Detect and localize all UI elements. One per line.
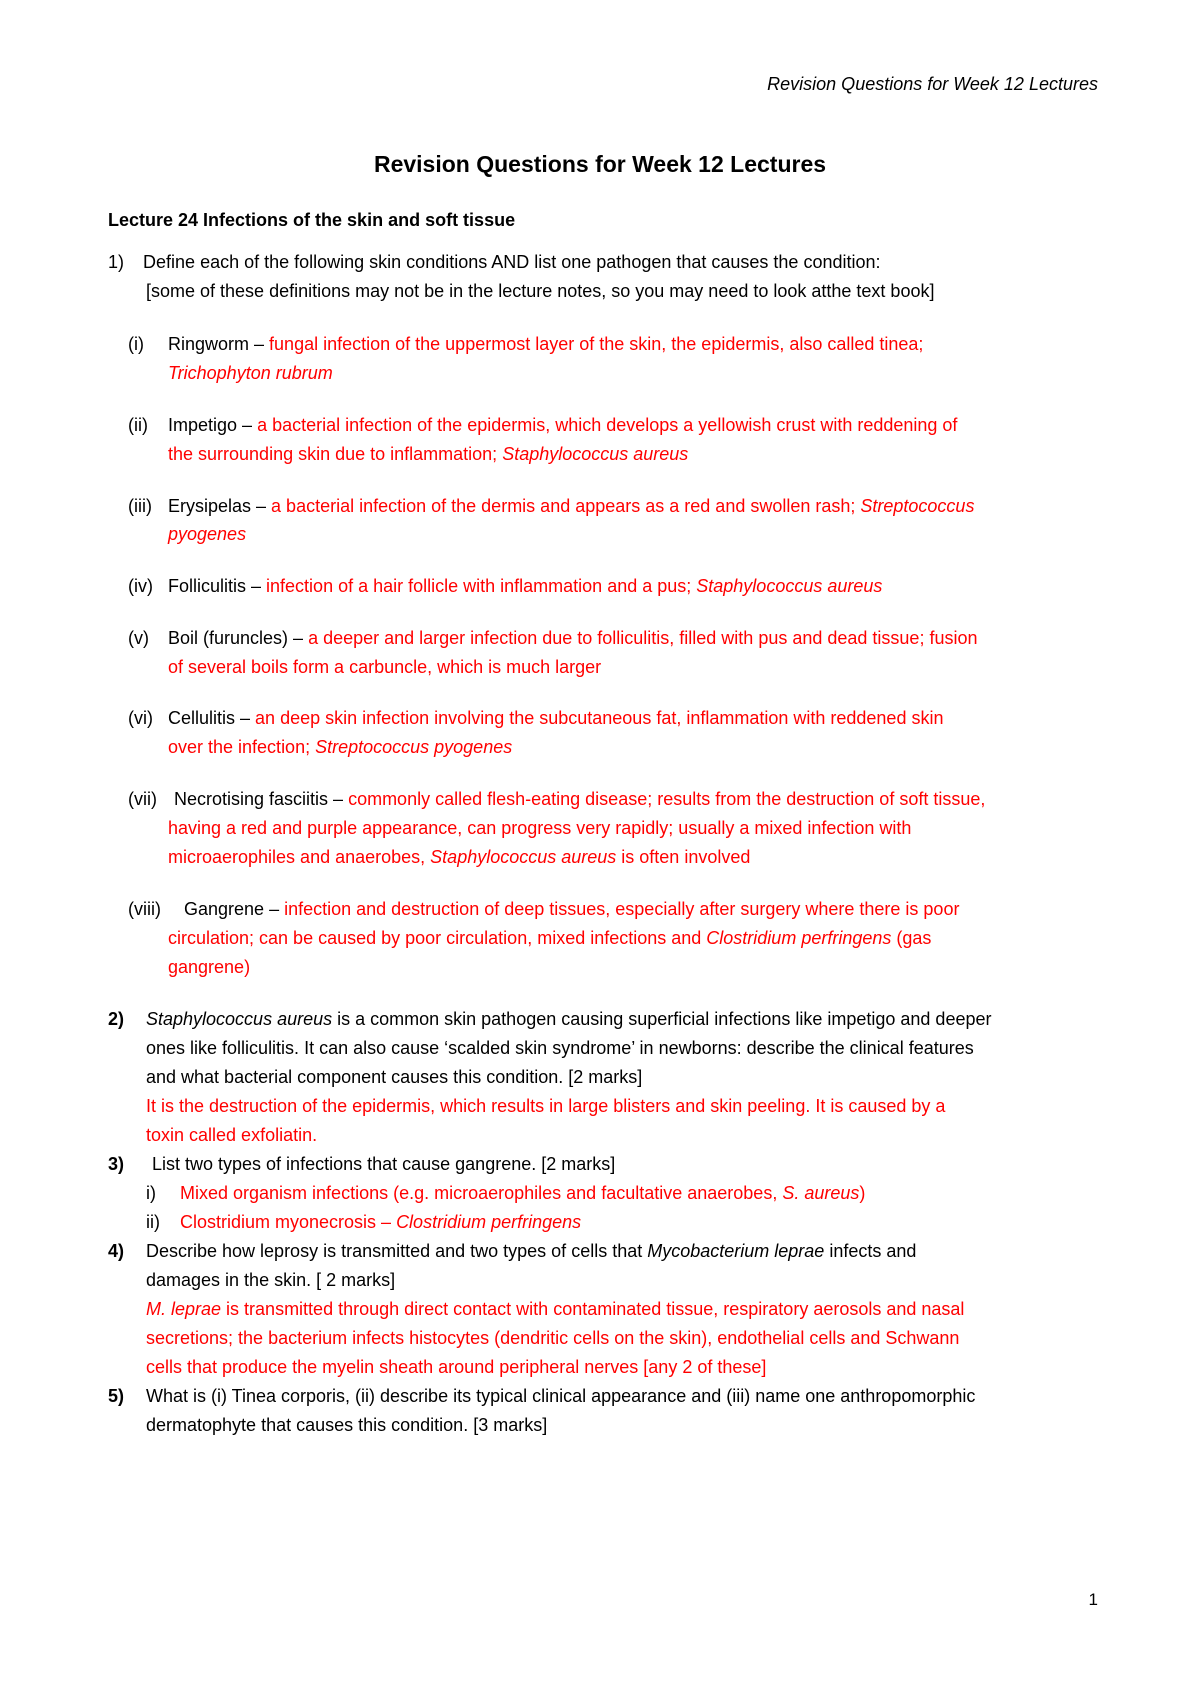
question-2: 2) Staphylococcus aureus is a common skin pathogen causing superficial infections like impetigo and deeper xyxy=(108,1009,992,1029)
question-text: damages in the skin. [ 2 marks] xyxy=(146,1270,396,1290)
item-term: Folliculitis xyxy=(168,576,247,596)
answer-text: toxin called exfoliatin. xyxy=(146,1125,318,1145)
item-term: Cellulitis xyxy=(168,708,236,728)
item-answer: fungal infection of the uppermost layer of the skin, the epidermis, also called tinea; xyxy=(269,334,924,354)
item-number: (vi) xyxy=(128,708,153,728)
item-term: Ringworm xyxy=(168,334,250,354)
question-text: List two types of infections that cause gangrene. [2 marks] xyxy=(152,1154,616,1174)
question-number: 3) xyxy=(108,1154,125,1174)
item-number: (viii) xyxy=(128,899,161,919)
item-term: Erysipelas xyxy=(168,496,252,516)
question-number: 4) xyxy=(108,1241,125,1261)
item-answer-line: gangrene) xyxy=(168,957,251,977)
page-number: 1 xyxy=(1088,1590,1098,1609)
question-text: and what bacterial component causes this condition. [2 marks] xyxy=(146,1067,643,1087)
question-text: ones like folliculitis. It can also cause ‘scalded skin syndrome’ in newborns: describe the clinical features xyxy=(146,1038,974,1058)
item-number: (vii) xyxy=(128,789,157,809)
question-1 xyxy=(108,250,881,274)
question-3 xyxy=(108,1152,616,1176)
item-answer-line: circulation; can be caused by poor circulation, mixed infections and Clostridium perfringens (gas xyxy=(168,928,932,948)
question-number: 1) xyxy=(108,252,125,272)
question-text: dermatophyte that causes this condition. [3 marks] xyxy=(146,1415,548,1435)
question-5 xyxy=(108,1384,976,1408)
lecture-heading: Lecture 24 Infections of the skin and soft tissue xyxy=(108,210,516,230)
answer-text: M. leprae is transmitted through direct contact with contaminated tissue, respiratory aerosols and nasal xyxy=(146,1299,965,1319)
item-number: (i) xyxy=(128,334,144,354)
list-item: (iv) Folliculitis – infection of a hair follicle with inflammation and a pus; Staphylococcus aureus xyxy=(128,576,883,596)
item-answer: a bacterial infection of the epidermis, which develops a yellowish crust with reddening of xyxy=(257,415,958,435)
item-answer-line: having a red and purple appearance, can progress very rapidly; usually a mixed infection with xyxy=(168,818,912,838)
list-item: (vi) Cellulitis – an deep skin infection involving the subcutaneous fat, inflammation with reddened skin xyxy=(128,708,944,728)
answer-text: cells that produce the myelin sheath around peripheral nerves [any 2 of these] xyxy=(146,1357,767,1377)
question-text: What is (i) Tinea corporis, (ii) describe its typical clinical appearance and (iii) name one anthropomorphic xyxy=(146,1386,976,1406)
item-term: Boil (furuncles) xyxy=(168,628,289,648)
item-term: Necrotising fasciitis xyxy=(174,789,329,809)
list-item: (i) Ringworm – fungal infection of the uppermost layer of the skin, the epidermis, also called tinea; xyxy=(128,334,924,354)
item-answer-line: the surrounding skin due to inflammation; Staphylococcus aureus xyxy=(168,444,689,464)
item-number: (iv) xyxy=(128,576,153,596)
list-item: (vii) Necrotising fasciitis – commonly called flesh-eating disease; results from the destruction of soft tissue, xyxy=(128,789,986,809)
question-text: Define each of the following skin conditions AND list one pathogen that causes the condition: xyxy=(143,252,881,272)
answer-text: It is the destruction of the epidermis, which results in large blisters and skin peeling. It is caused by a xyxy=(146,1096,946,1116)
item-term: Gangrene xyxy=(184,899,265,919)
item-answer-line: of several boils form a carbuncle, which is much larger xyxy=(168,657,602,677)
answer-item: i) Mixed organism infections (e.g. microaerophiles and facultative anaerobes, S. aureus) xyxy=(146,1183,866,1203)
item-term: Impetigo xyxy=(168,415,238,435)
item-answer-line: Trichophyton rubrum xyxy=(168,363,333,383)
list-item: (ii) Impetigo – a bacterial infection of the epidermis, which develops a yellowish crust with reddening of xyxy=(128,415,958,435)
list-item: (iii) Erysipelas – a bacterial infection of the dermis and appears as a red and swollen rash; Streptococcus xyxy=(128,496,975,516)
item-number: (ii) xyxy=(128,415,148,435)
list-item: (viii) Gangrene – infection and destruction of deep tissues, especially after surgery where there is poor xyxy=(128,899,960,919)
item-number: (iii) xyxy=(128,496,152,516)
list-item: (v) Boil (furuncles) – a deeper and larger infection due to folliculitis, filled with pus and dead tissue; fusion xyxy=(128,628,978,648)
question-number: 2) xyxy=(108,1009,125,1029)
running-header: Revision Questions for Week 12 Lectures xyxy=(767,74,1098,94)
item-number: (v) xyxy=(128,628,149,648)
question-4: 4) Describe how leprosy is transmitted and two types of cells that Mycobacterium leprae infects and xyxy=(108,1241,917,1261)
answer-text: secretions; the bacterium infects histocytes (dendritic cells on the skin), endothelial cells and Schwann xyxy=(146,1328,960,1348)
answer-item: ii) Clostridium myonecrosis – Clostridium perfringens xyxy=(146,1212,582,1232)
item-answer-line: over the infection; Streptococcus pyogenes xyxy=(168,737,513,757)
item-answer-line: pyogenes xyxy=(168,524,247,544)
item-answer-line: microaerophiles and anaerobes, Staphylococcus aureus is often involved xyxy=(168,847,751,867)
page-title: Revision Questions for Week 12 Lectures xyxy=(373,151,827,177)
question-note: [some of these definitions may not be in the lecture notes, so you may need to look atthe text book] xyxy=(146,281,935,301)
question-number: 5) xyxy=(108,1386,125,1406)
